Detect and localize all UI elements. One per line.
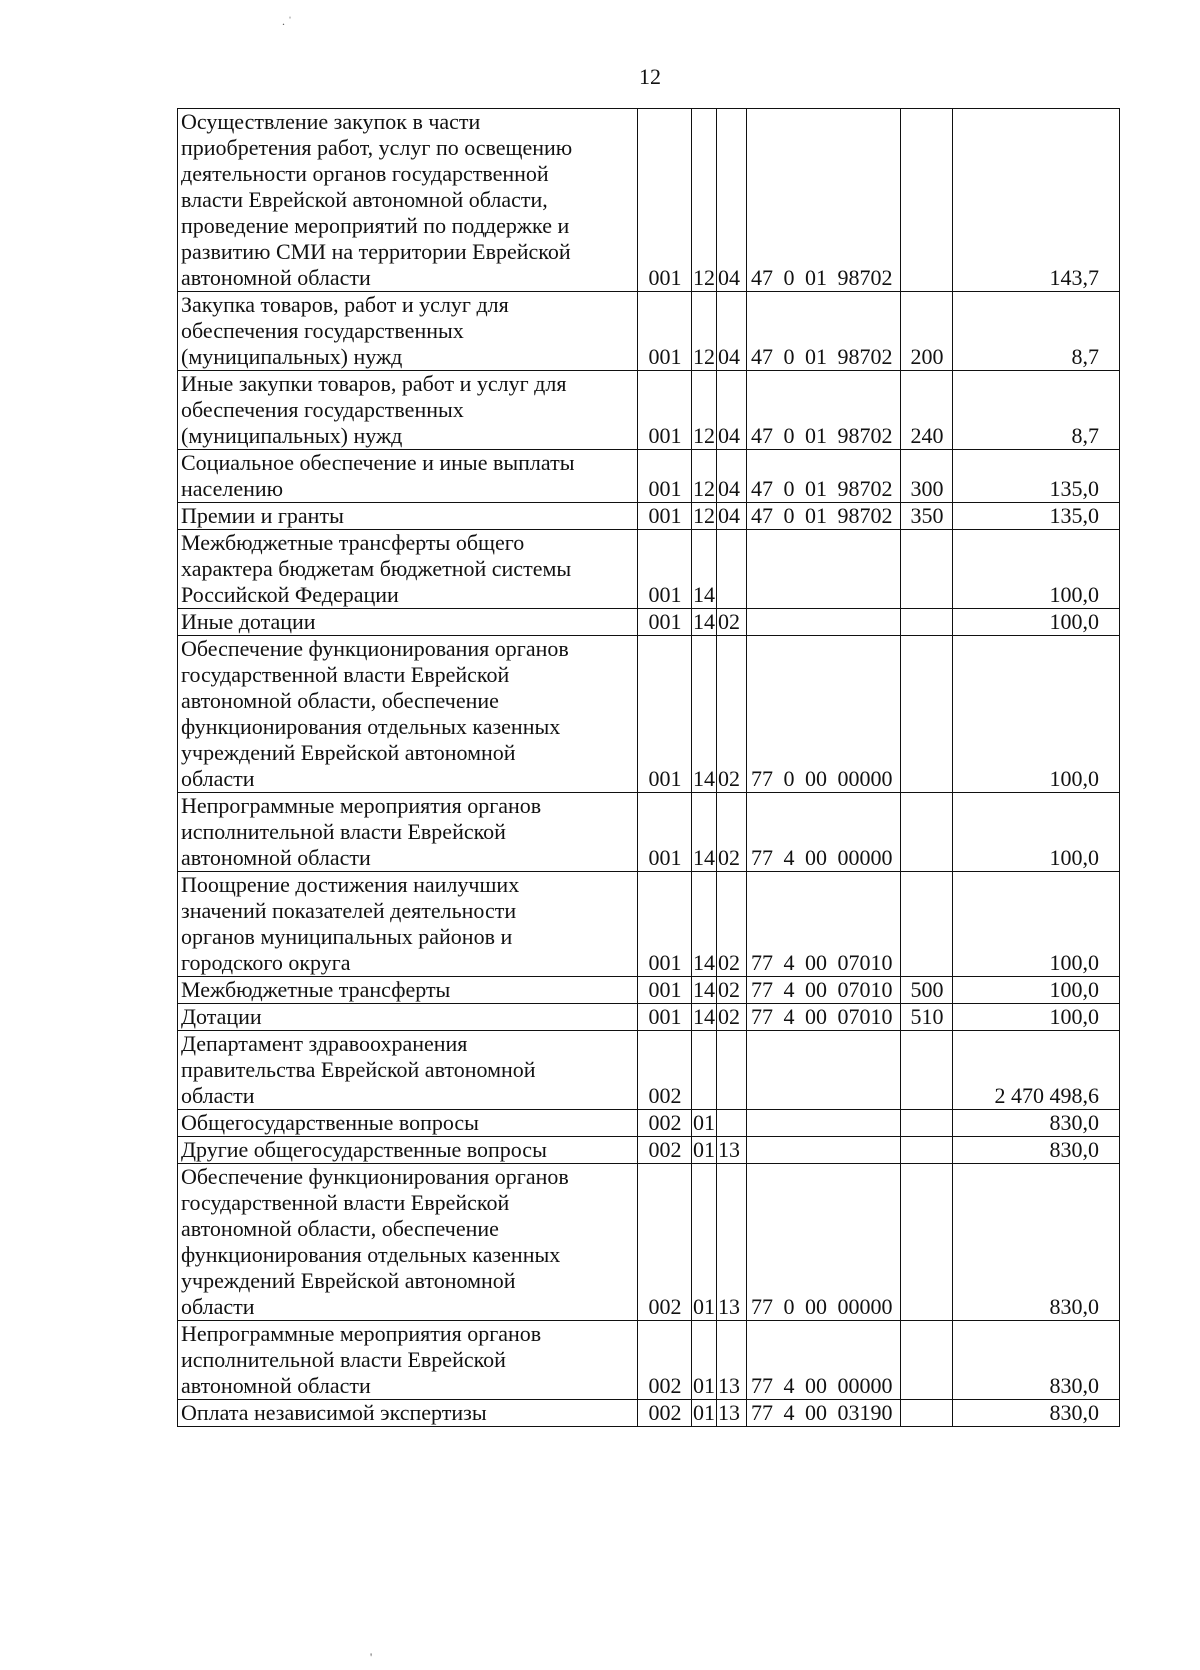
table-row bbox=[178, 1400, 1120, 1427]
row-target-item-code bbox=[747, 1137, 901, 1164]
table-row bbox=[178, 1137, 1120, 1164]
table-row bbox=[178, 1031, 1120, 1110]
row-target-item-code bbox=[747, 1110, 901, 1137]
row-name: Обеспечение функционирования органов государственной власти Еврейской автономной области, обеспечение функционирования отдельных казенных учреждений Еврейской автономной области bbox=[178, 636, 638, 793]
row-subsection-code: 13 bbox=[717, 1164, 747, 1321]
row-admin-code: 001 bbox=[638, 503, 692, 530]
row-expense-type-code bbox=[901, 1137, 953, 1164]
row-name: Поощрение достижения наилучших значений показателей деятельности органов муниципальных районов и городского округа bbox=[178, 872, 638, 977]
table-row bbox=[178, 503, 1120, 530]
table-row bbox=[178, 530, 1120, 609]
table-row bbox=[178, 872, 1120, 977]
row-section-code: 12 bbox=[692, 450, 717, 503]
row-target-item-code: 77 4 00 07010 bbox=[747, 977, 901, 1004]
row-target-item-code: 47 0 01 98702 bbox=[747, 109, 901, 292]
table-row bbox=[178, 609, 1120, 636]
row-name: Осуществление закупок в части приобретения работ, услуг по освещению деятельности органов государственной власти Еврейской автономной области, проведение мероприятий по поддержке и развитию СМИ на территории Еврейской автономной области bbox=[178, 109, 638, 292]
row-amount: 135,0 bbox=[953, 450, 1120, 503]
row-expense-type-code bbox=[901, 1110, 953, 1137]
row-name: Другие общегосударственные вопросы bbox=[178, 1137, 638, 1164]
row-expense-type-code bbox=[901, 1400, 953, 1427]
row-subsection-code bbox=[717, 1031, 747, 1110]
row-subsection-code: 04 bbox=[717, 450, 747, 503]
table-row bbox=[178, 109, 1120, 292]
row-expense-type-code: 350 bbox=[901, 503, 953, 530]
row-admin-code: 002 bbox=[638, 1400, 692, 1427]
row-amount: 100,0 bbox=[953, 793, 1120, 872]
row-admin-code: 001 bbox=[638, 292, 692, 371]
row-expense-type-code: 200 bbox=[901, 292, 953, 371]
row-subsection-code: 13 bbox=[717, 1137, 747, 1164]
row-section-code: 14 bbox=[693, 609, 715, 634]
row-name: Закупка товаров, работ и услуг для обеспечения государственных (муниципальных) нужд bbox=[178, 292, 638, 371]
budget-table-wrapper bbox=[177, 108, 1120, 1427]
row-amount: 100,0 bbox=[953, 636, 1120, 793]
row-target-item-code: 77 4 00 03190 bbox=[747, 1400, 901, 1427]
row-expense-type-code bbox=[901, 636, 953, 793]
scan-artifact: . ˈ bbox=[282, 14, 292, 28]
row-admin-code: 001 bbox=[638, 977, 692, 1004]
row-admin-code: 001 bbox=[638, 109, 692, 292]
table-row bbox=[178, 371, 1120, 450]
row-amount: 100,0 bbox=[953, 872, 1120, 977]
row-name: Иные дотации bbox=[178, 609, 638, 636]
budget-table-body bbox=[178, 109, 1120, 1427]
row-amount: 100,0 bbox=[953, 977, 1120, 1004]
row-subsection-code bbox=[717, 1110, 747, 1137]
row-name: Социальное обеспечение и иные выплаты населению bbox=[178, 450, 638, 503]
row-admin-code: 001 bbox=[638, 450, 692, 503]
row-expense-type-code: 510 bbox=[901, 1004, 953, 1031]
row-expense-type-code: 300 bbox=[901, 450, 953, 503]
row-target-item-code bbox=[747, 609, 901, 636]
row-expense-type-code: 240 bbox=[901, 371, 953, 450]
row-subsection-code: 02 bbox=[717, 609, 747, 636]
row-subsection-code: 02 bbox=[717, 977, 747, 1004]
row-amount: 8,7 bbox=[953, 371, 1120, 450]
row-section-code: 12 bbox=[693, 503, 715, 528]
row-name: Дотации bbox=[178, 1004, 638, 1031]
row-target-item-code: 77 4 00 07010 bbox=[747, 872, 901, 977]
row-section-code: 14 bbox=[692, 793, 717, 872]
row-section-code: 14 bbox=[693, 1004, 715, 1029]
row-amount: 143,7 bbox=[953, 109, 1120, 292]
row-amount: 830,0 bbox=[953, 1137, 1120, 1164]
row-section-code: 12 bbox=[692, 292, 717, 371]
table-row bbox=[178, 636, 1120, 793]
row-name: Премии и гранты bbox=[178, 503, 638, 530]
row-name: Непрограммные мероприятия органов исполнительной власти Еврейской автономной области bbox=[178, 793, 638, 872]
row-subsection-code: 02 bbox=[717, 1004, 747, 1031]
table-row bbox=[178, 1110, 1120, 1137]
row-target-item-code: 77 0 00 00000 bbox=[747, 1164, 901, 1321]
row-admin-code: 001 bbox=[638, 872, 692, 977]
row-target-item-code bbox=[747, 1031, 901, 1110]
row-admin-code: 002 bbox=[638, 1031, 692, 1110]
row-subsection-code: 04 bbox=[717, 371, 747, 450]
scan-artifact: ' bbox=[370, 1650, 373, 1664]
row-subsection-code: 13 bbox=[717, 1400, 747, 1427]
row-admin-code: 002 bbox=[638, 1137, 692, 1164]
table-row bbox=[178, 1164, 1120, 1321]
row-name: Непрограммные мероприятия органов исполнительной власти Еврейской автономной области bbox=[178, 1321, 638, 1400]
row-section-code: 12 bbox=[692, 109, 717, 292]
row-target-item-code: 77 4 00 00000 bbox=[747, 1321, 901, 1400]
row-amount: 8,7 bbox=[953, 292, 1120, 371]
row-target-item-code: 47 0 01 98702 bbox=[747, 450, 901, 503]
table-row bbox=[178, 977, 1120, 1004]
row-subsection-code bbox=[717, 530, 747, 609]
row-name: Оплата независимой экспертизы bbox=[178, 1400, 638, 1427]
row-amount: 830,0 bbox=[953, 1400, 1120, 1427]
row-section-code: 01 bbox=[692, 1164, 717, 1321]
row-name: Межбюджетные трансферты bbox=[178, 977, 638, 1004]
row-target-item-code: 77 4 00 07010 bbox=[747, 1004, 901, 1031]
row-admin-code: 001 bbox=[638, 371, 692, 450]
row-section-code: 01 bbox=[693, 1400, 715, 1425]
row-target-item-code: 47 0 01 98702 bbox=[747, 371, 901, 450]
row-admin-code: 002 bbox=[638, 1321, 692, 1400]
row-section-code: 01 bbox=[693, 1137, 715, 1162]
row-admin-code: 001 bbox=[638, 636, 692, 793]
row-expense-type-code bbox=[901, 872, 953, 977]
table-row bbox=[178, 292, 1120, 371]
row-target-item-code: 77 0 00 00000 bbox=[747, 636, 901, 793]
table-row bbox=[178, 450, 1120, 503]
row-subsection-code: 13 bbox=[717, 1321, 747, 1400]
row-section-code bbox=[692, 1031, 717, 1110]
row-admin-code: 001 bbox=[638, 793, 692, 872]
row-subsection-code: 02 bbox=[717, 793, 747, 872]
row-amount: 2 470 498,6 bbox=[953, 1031, 1120, 1110]
row-admin-code: 001 bbox=[638, 1004, 692, 1031]
row-amount: 100,0 bbox=[953, 530, 1120, 609]
row-name: Межбюджетные трансферты общего характера бюджетам бюджетной системы Российской Федерации bbox=[178, 530, 638, 609]
row-expense-type-code bbox=[901, 1031, 953, 1110]
budget-table bbox=[177, 108, 1120, 1427]
row-section-code: 14 bbox=[693, 977, 715, 1002]
row-section-code: 14 bbox=[692, 530, 717, 609]
row-section-code: 01 bbox=[693, 1110, 715, 1135]
row-amount: 135,0 bbox=[953, 503, 1120, 530]
row-admin-code: 001 bbox=[638, 609, 692, 636]
row-section-code: 14 bbox=[692, 872, 717, 977]
row-target-item-code: 47 0 01 98702 bbox=[747, 292, 901, 371]
page-number: 12 bbox=[639, 64, 661, 89]
row-expense-type-code: 500 bbox=[901, 977, 953, 1004]
row-amount: 830,0 bbox=[953, 1321, 1120, 1400]
row-admin-code: 002 bbox=[638, 1110, 692, 1137]
row-section-code: 12 bbox=[692, 371, 717, 450]
row-amount: 100,0 bbox=[953, 1004, 1120, 1031]
row-expense-type-code bbox=[901, 1164, 953, 1321]
row-section-code: 14 bbox=[692, 636, 717, 793]
row-name: Общегосударственные вопросы bbox=[178, 1110, 638, 1137]
row-subsection-code: 04 bbox=[717, 292, 747, 371]
row-amount: 830,0 bbox=[953, 1110, 1120, 1137]
row-admin-code: 002 bbox=[638, 1164, 692, 1321]
row-expense-type-code bbox=[901, 109, 953, 292]
row-admin-code: 001 bbox=[638, 530, 692, 609]
row-expense-type-code bbox=[901, 1321, 953, 1400]
row-amount: 100,0 bbox=[953, 609, 1120, 636]
row-subsection-code: 04 bbox=[717, 109, 747, 292]
row-expense-type-code bbox=[901, 530, 953, 609]
row-target-item-code bbox=[747, 530, 901, 609]
row-expense-type-code bbox=[901, 793, 953, 872]
row-name: Обеспечение функционирования органов государственной власти Еврейской автономной области, обеспечение функционирования отдельных казенных учреждений Еврейской автономной области bbox=[178, 1164, 638, 1321]
table-row bbox=[178, 1004, 1120, 1031]
row-name: Иные закупки товаров, работ и услуг для обеспечения государственных (муниципальных) нужд bbox=[178, 371, 638, 450]
row-expense-type-code bbox=[901, 609, 953, 636]
row-target-item-code: 77 4 00 00000 bbox=[747, 793, 901, 872]
table-row bbox=[178, 1321, 1120, 1400]
row-target-item-code: 47 0 01 98702 bbox=[747, 503, 901, 530]
row-subsection-code: 04 bbox=[717, 503, 747, 530]
row-amount: 830,0 bbox=[953, 1164, 1120, 1321]
table-row bbox=[178, 793, 1120, 872]
row-subsection-code: 02 bbox=[717, 636, 747, 793]
row-section-code: 01 bbox=[692, 1321, 717, 1400]
row-subsection-code: 02 bbox=[717, 872, 747, 977]
row-name: Департамент здравоохранения правительства Еврейской автономной области bbox=[178, 1031, 638, 1110]
